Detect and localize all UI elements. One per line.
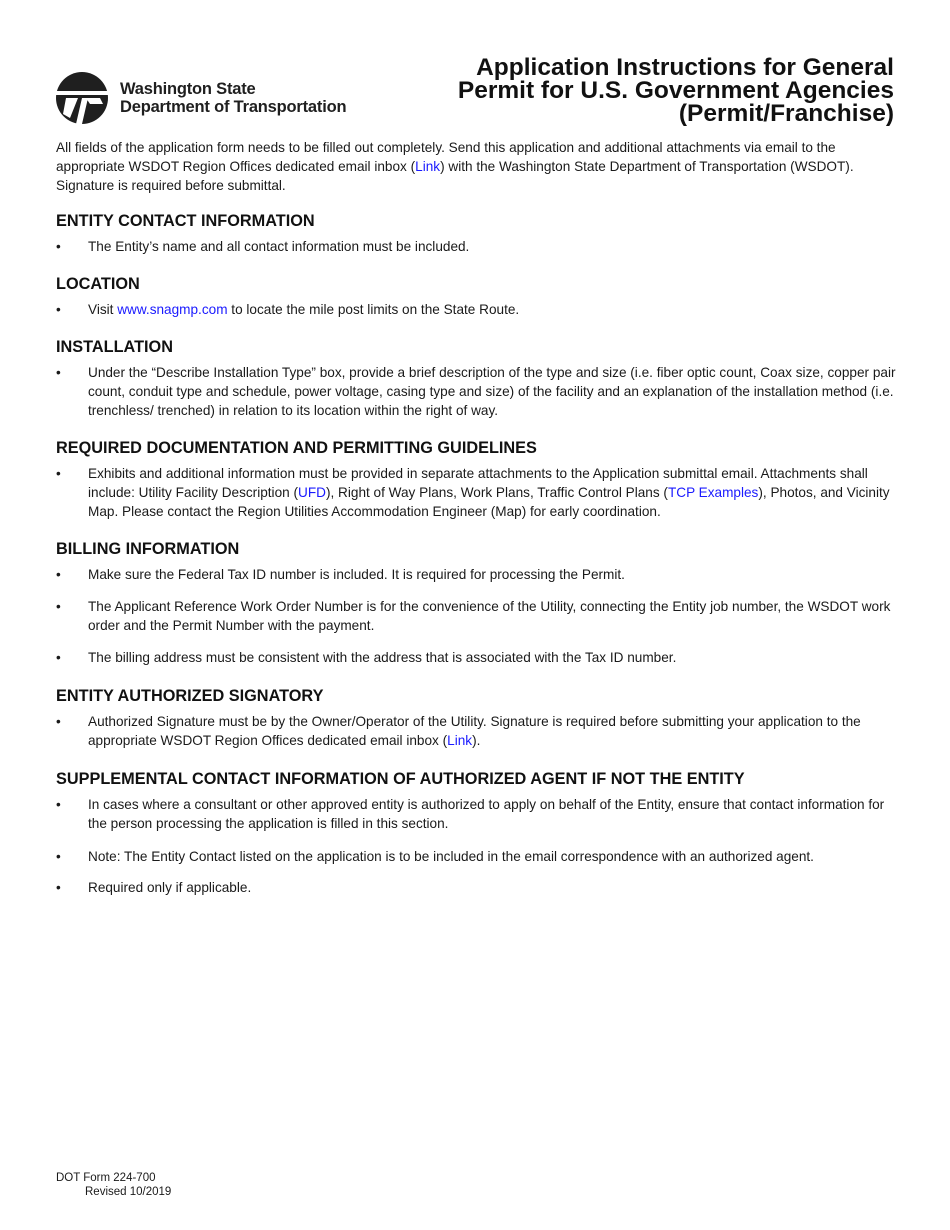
bullet-icon: • <box>56 797 61 812</box>
list-item <box>56 566 896 585</box>
intro-text-1: All fields of the application form needs to be filled out completely. Send this application and additional attachments via email to the appropriate WSDOT Region Offices dedicated email inbox ( <box>56 140 836 174</box>
list-item-text: Authorized Signature must be by the Owner/Operator of the Utility. Signature is required before submitting your application to the appropriate WSDOT Region Offices dedicated email inbox ( <box>88 714 861 748</box>
bullet-icon: • <box>56 598 61 614</box>
list-item-text: ), Photos, and Vicinity Map. Please contact the Region Utilities Accommodation Engineer (Map) for early coordination. <box>88 484 890 519</box>
bullet-icon: • <box>56 650 61 666</box>
list-item <box>56 238 896 257</box>
section-heading: ENTITY AUTHORIZED SIGNATORY <box>56 687 324 705</box>
list-item-text: The billing address must be consistent with the address that is associated with the Tax ID number. <box>88 650 677 666</box>
list-item-text: ). <box>472 732 481 748</box>
list-item <box>56 649 896 668</box>
list-item-text: The Applicant Reference Work Order Number is for the convenience of the Utility, connecting the Entity job number, the WSDOT work order and the Permit Number with the payment. <box>88 598 891 633</box>
section-heading: SUPPLEMENTAL CONTACT INFORMATION OF AUTHORIZED AGENT IF NOT THE ENTITY <box>56 770 745 788</box>
intro-email-link[interactable]: Link <box>415 158 441 174</box>
list-item-text: ), Right of Way Plans, Work Plans, Traffic Control Plans ( <box>325 484 668 500</box>
bullet-icon: • <box>56 848 61 864</box>
intro-paragraph <box>56 139 896 195</box>
section-heading: BILLING INFORMATION <box>56 540 240 558</box>
section-heading: REQUIRED DOCUMENTATION AND PERMITTING GUIDELINES <box>56 439 537 457</box>
wsdot-logo-icon <box>56 72 108 124</box>
form-footer <box>56 1171 171 1199</box>
list-item-text: Visit <box>88 302 118 317</box>
list-item-text: In cases where a consultant or other approved entity is authorized to apply on behalf of the Entity, ensure that contact information for the person processing the application is filled in this section. <box>88 797 885 831</box>
list-item-text: Under the “Describe Installation Type” box, provide a brief description of the type and size (i.e. fiber optic count, Coax size, copper pair count, conduit type and schedule, power voltage, casing type and size) of the facility and an explanation of the installation method (i.e. trenchless/ trenched) in relation to its location within the right of way. <box>88 365 896 418</box>
list-item-text: Make sure the Federal Tax ID number is included. It is required for processing the Permit. <box>88 567 625 582</box>
section-supplemental <box>56 769 896 898</box>
logo-line-2: Department of Transportation <box>120 98 347 116</box>
signatory-email-link[interactable]: Link <box>447 732 473 748</box>
wsdot-logo <box>56 70 376 126</box>
section-entity-contact <box>56 211 896 257</box>
bullet-icon: • <box>56 714 61 729</box>
list-item <box>56 301 896 320</box>
list-item <box>56 879 896 898</box>
section-installation <box>56 337 896 420</box>
section-heading: ENTITY CONTACT INFORMATION <box>56 212 315 230</box>
title-line-2: Permit for U.S. Government Agencies <box>457 77 894 104</box>
bullet-icon: • <box>56 239 61 254</box>
bullet-icon: • <box>56 466 61 481</box>
snagmp-link[interactable]: www.snagmp.com <box>117 302 228 317</box>
list-item <box>56 796 896 834</box>
section-location <box>56 274 896 320</box>
section-heading: LOCATION <box>56 275 140 293</box>
list-item <box>56 848 896 867</box>
section-documentation <box>56 438 896 521</box>
section-billing <box>56 539 896 668</box>
section-signatory <box>56 686 896 751</box>
section-heading: INSTALLATION <box>56 338 173 356</box>
list-item <box>56 364 896 420</box>
page-title <box>424 56 894 125</box>
list-item <box>56 598 896 636</box>
ufd-link[interactable]: UFD <box>298 484 326 500</box>
tcp-examples-link[interactable]: TCP Examples <box>667 484 759 500</box>
bullet-icon: • <box>56 365 61 380</box>
list-item-text: Required only if applicable. <box>88 880 252 896</box>
bullet-icon: • <box>56 567 61 582</box>
list-item <box>56 713 896 751</box>
form-number: DOT Form 224-700 <box>56 1172 156 1184</box>
bullet-icon: • <box>56 880 61 896</box>
form-revision: Revised 10/2019 <box>85 1186 172 1198</box>
list-item-text: Exhibits and additional information must be provided in separate attachments to the Application submittal email. Attachments shall include: Utility Facility Description ( <box>88 466 868 500</box>
list-item-text: Note: The Entity Contact listed on the application is to be included in the email correspondence with an authorized agent. <box>88 848 814 864</box>
logo-line-1: Washington State <box>120 80 256 98</box>
intro-text-2: ) with the Washington State Department of Transportation (WSDOT). Signature is required before submittal. <box>56 158 854 193</box>
list-item-text: to locate the mile post limits on the State Route. <box>227 302 520 317</box>
title-line-1: Application Instructions for General <box>476 54 894 81</box>
bullet-icon: • <box>56 302 61 317</box>
list-item-text: The Entity’s name and all contact information must be included. <box>88 239 470 254</box>
title-line-3: (Permit/Franchise) <box>678 100 894 127</box>
list-item <box>56 465 896 521</box>
